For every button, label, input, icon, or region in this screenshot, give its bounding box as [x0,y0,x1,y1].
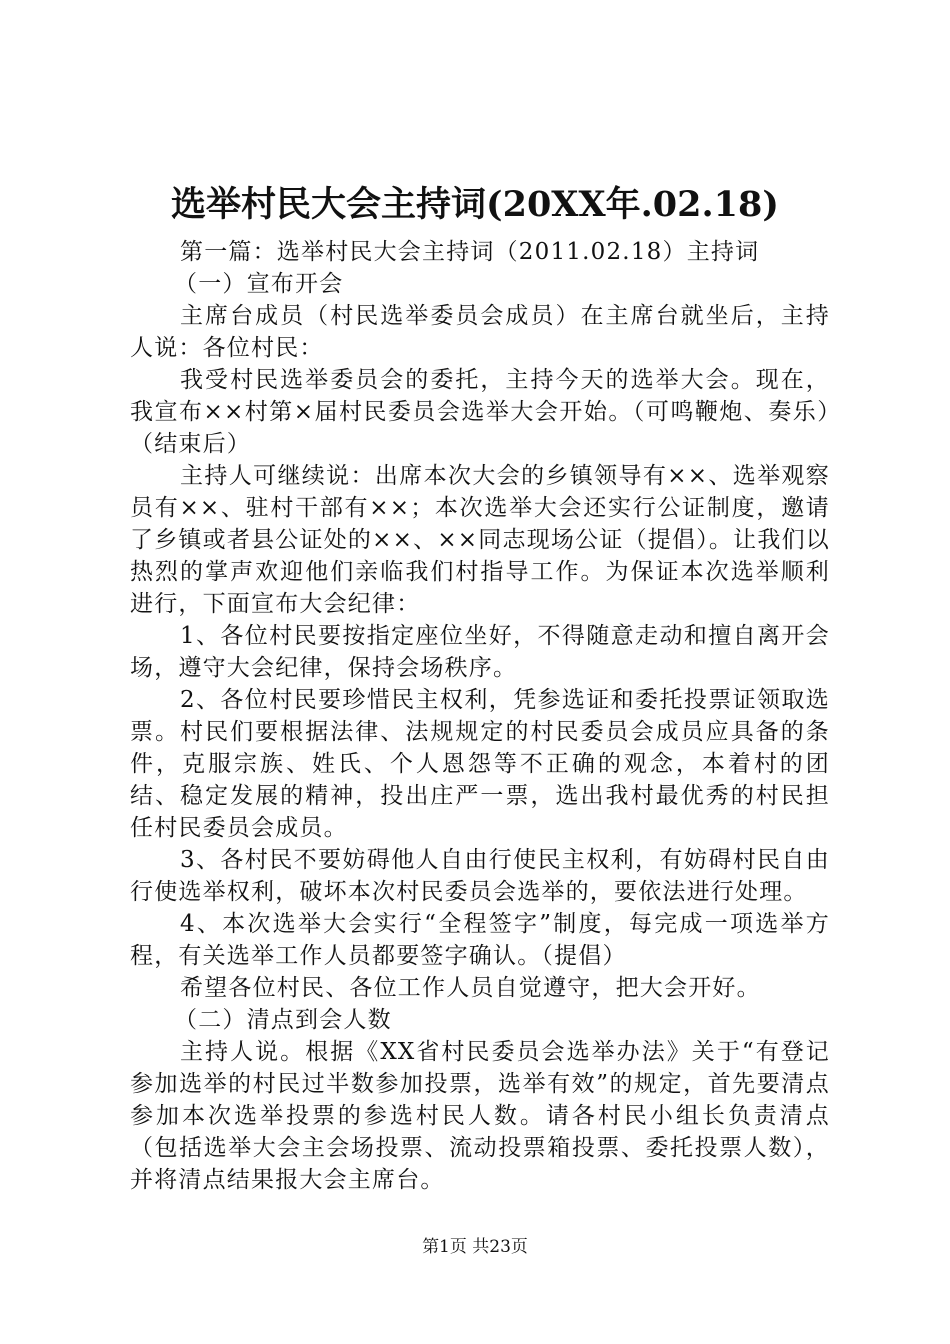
rule-item-4: 4、本次选举大会实行“全程签字”制度，每完成一项选举方程，有关选举工作人员都要签字确认。（提倡） [130,911,830,969]
paragraph: 主持人说。根据《XX省村民委员会选举办法》关于“有登记参加选举的村民过半数参加投票，选举有效”的规定，首先要清点参加本次选举投票的参选村民人数。请各村民小组长负责清点（包括选举大会主会场投票、流动投票箱投票、委托投票人数），并将清点结果报大会主席台。 [130,1039,830,1193]
page-footer: 第1页 共23页 [422,1237,528,1257]
rule-item-3: 3、各村民不要妨碍他人自由行使民主权利，有妨碍村民自由行使选举权利，破坏本次村民委员会选举的，要依法进行处理。 [130,847,830,905]
paragraph: 主席台成员（村民选举委员会成员）在主席台就坐后，主持人说：各位村民： [130,303,830,361]
rule-item-1: 1、各位村民要按指定座位坐好，不得随意走动和擅自离开会场，遵守大会纪律，保持会场秩序。 [130,623,830,681]
document-body [130,236,830,1196]
section-heading-1: （一）宣布开会 [174,271,344,297]
paragraph: 主持人可继续说：出席本次大会的乡镇领导有××、选举观察员有××、驻村干部有××；本次选举大会还实行公证制度，邀请了乡镇或者县公证处的××、××同志现场公证（提倡）。让我们以热烈的掌声欢迎他们亲临我们村指导工作。为保证本次选举顺利进行，下面宣布大会纪律： [130,463,830,617]
section-heading-2: （二）清点到会人数 [174,1007,392,1033]
rule-item-2: 2、各位村民要珍惜民主权利，凭参选证和委托投票证领取选票。村民们要根据法律、法规规定的村民委员会成员应具备的条件，克服宗族、姓氏、个人恩怨等不正确的观念，本着村的团结、稳定发展的精神，投出庄严一票，选出我村最优秀的村民担任村民委员会成员。 [130,687,830,841]
paragraph-chapter-heading: 第一篇：选举村民大会主持词（2011.02.18）主持词 [180,239,760,265]
paragraph: 我受村民选举委员会的委托，主持今天的选举大会。现在，我宣布××村第×届村民委员会选举大会开始。（可鸣鞭炮、奏乐）（结束后） [130,367,830,457]
document-title: 选举村民大会主持词(20XX年.02.18) [171,184,779,225]
paragraph: 希望各位村民、各位工作人员自觉遵守，把大会开好。 [180,975,761,1001]
